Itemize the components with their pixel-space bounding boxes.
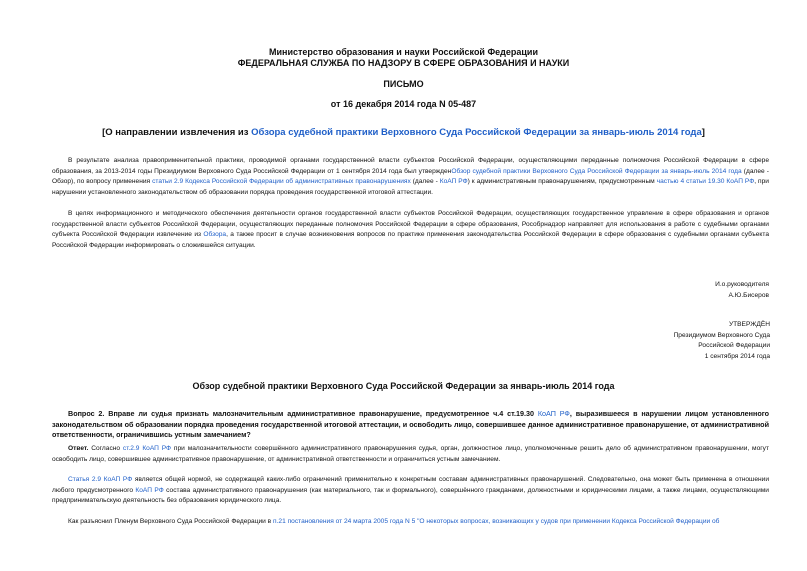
document-date-number: от 16 декабря 2014 года N 05-487: [330, 99, 477, 109]
question-koap-link[interactable]: КоАП РФ: [537, 409, 570, 418]
answer-label: Ответ.: [68, 445, 89, 452]
subject-review-link[interactable]: Обзора судебной практики Верховного Суда Российской Федерации за январь-июль 2014 года: [251, 127, 702, 138]
approval-line-3: 1 сентября 2014 года: [704, 353, 770, 360]
question-2: Вопрос 2. Вправе ли судья признать малозначительным административное правонарушение, предусмотренное ч.4 ст.19.30 КоАП РФ, выразившееся в нарушении лицом установленного законодательством об образовании порядка проведения государственной итоговой аттестации, и освободить лицо, совершившее данное административное правонарушение, от административной ответственности, ограничившись устным замечанием?: [52, 409, 769, 439]
article-19-30-link[interactable]: частью 4 статьи 19.30 КоАП РФ: [656, 178, 755, 185]
answer-article-link[interactable]: ст.2.9 КоАП РФ: [122, 445, 172, 452]
review-title: Обзор судебной практики Верховного Суда Российской Федерации за январь-июль 2014 года: [192, 381, 615, 391]
signature-position: И.о.руководителя: [715, 281, 769, 288]
ministry-title: Министерство образования и науки Российской Федерации: [269, 47, 538, 57]
article-2-9-link-2[interactable]: Статья 2.9 КоАП РФ: [68, 476, 133, 483]
approval-line-2: Российской Федерации: [698, 342, 770, 349]
koap-link-2[interactable]: КоАП РФ: [135, 486, 164, 494]
review-link-2[interactable]: Обзора: [203, 231, 227, 238]
service-title: ФЕДЕРАЛЬНАЯ СЛУЖБА ПО НАДЗОРУ В СФЕРЕ ОБРАЗОВАНИЯ И НАУКИ: [237, 58, 570, 68]
approval-title: УТВЕРЖДЁН: [728, 321, 770, 328]
koap-link[interactable]: КоАП РФ: [439, 178, 468, 185]
paragraph-3: Статья 2.9 КоАП РФ является общей нормой, не содержащей каких-либо ограничений применительно к конкретным составам административных правонарушений. Следовательно, она может быть применена в отношении любого предусмотренного КоАП РФ состава административного правонарушения (как материального, так и формального), совершённого гражданами, должностными и юридическими лицами, а также лицами, осуществляющими предпринимательскую деятельность без образования юридического лица.: [52, 476, 769, 504]
paragraph-1: В результате анализа правоприменительной практики, проводимой органами государственной власти субъектов Российской Федерации, осуществляющими переданные полномочия Российской Федерации в сфере образования, за 2013-2014 годы Президиумом Верховного Суда Российской Федерации от 1 сентября 2014 года был утвержденОбзор судебной практики Верховного Суда Российской Федерации за январь-июль 2014 года (далее - Обзор), по вопросу применения статьи 2.9 Кодекса Российской Федерации об административных правонарушениях (далее - КоАП РФ) к административным правонарушениям, предусмотренным частью 4 статьи 19.30 КоАП РФ, при нарушении установленного законодательством об образовании порядка проведения государственной итоговой аттестации.: [52, 157, 769, 196]
approval-line-1: Президиумом Верховного Суда: [673, 332, 770, 339]
review-link[interactable]: Обзор судебной практики Верховного Суда Российской Федерации за январь-июль 2014 года: [451, 167, 742, 175]
article-2-9-link[interactable]: статьи 2.9 Кодекса Российской Федерации об административных правонарушениях: [152, 178, 411, 185]
paragraph-2: В целях информационного и методического обеспечения деятельности органов государственной власти субъектов Российской Федерации, осуществляющих государственное управление в сфере образования и органов государственной власти субъектов Российской Федерации, осуществляющих переданные полномочия Российской Федерации в сфере образования, Рособрнадзор направляет для использования в работе с судебными органами субъекта Российской Федерации извлечение из Обзора, а также просит в случае возникновения вопросов по практике применения законодательства Российской Федерации в сфере образования с судебными органами субъекта Российской Федерации информировать о сложившейся ситуации.: [52, 210, 769, 249]
document-subject: [О направлении извлечения из Обзора судебной практики Верховного Суда Российской Федерации за январь-июль 2014 года]: [102, 127, 705, 138]
answer-paragraph: Ответ. Согласно ст.2.9 КоАП РФ при малозначительности совершённого административного правонарушения судья, орган, должностное лицо, уполномоченные решить дело об административном правонарушении, могут освободить лицо, совершившее административное правонарушение, от административной ответственности и ограничиться устным замечанием.: [52, 445, 769, 463]
signature-name: А.Ю.Бисеров: [728, 292, 769, 299]
paragraph-4: Как разъяснил Пленум Верховного Суда Российской Федерации в п.21 постановления от 24 марта 2005 года N 5 "О некоторых вопросах, возникающих у судов при применении Кодекса Российской Федерации об: [68, 518, 720, 525]
document-type: ПИСЬМО: [383, 79, 424, 89]
plenum-resolution-link[interactable]: п.21 постановления от 24 марта 2005 года N 5 "О некоторых вопросах, возникающих у судов при применении Кодекса Российской Федерации об: [273, 518, 720, 525]
